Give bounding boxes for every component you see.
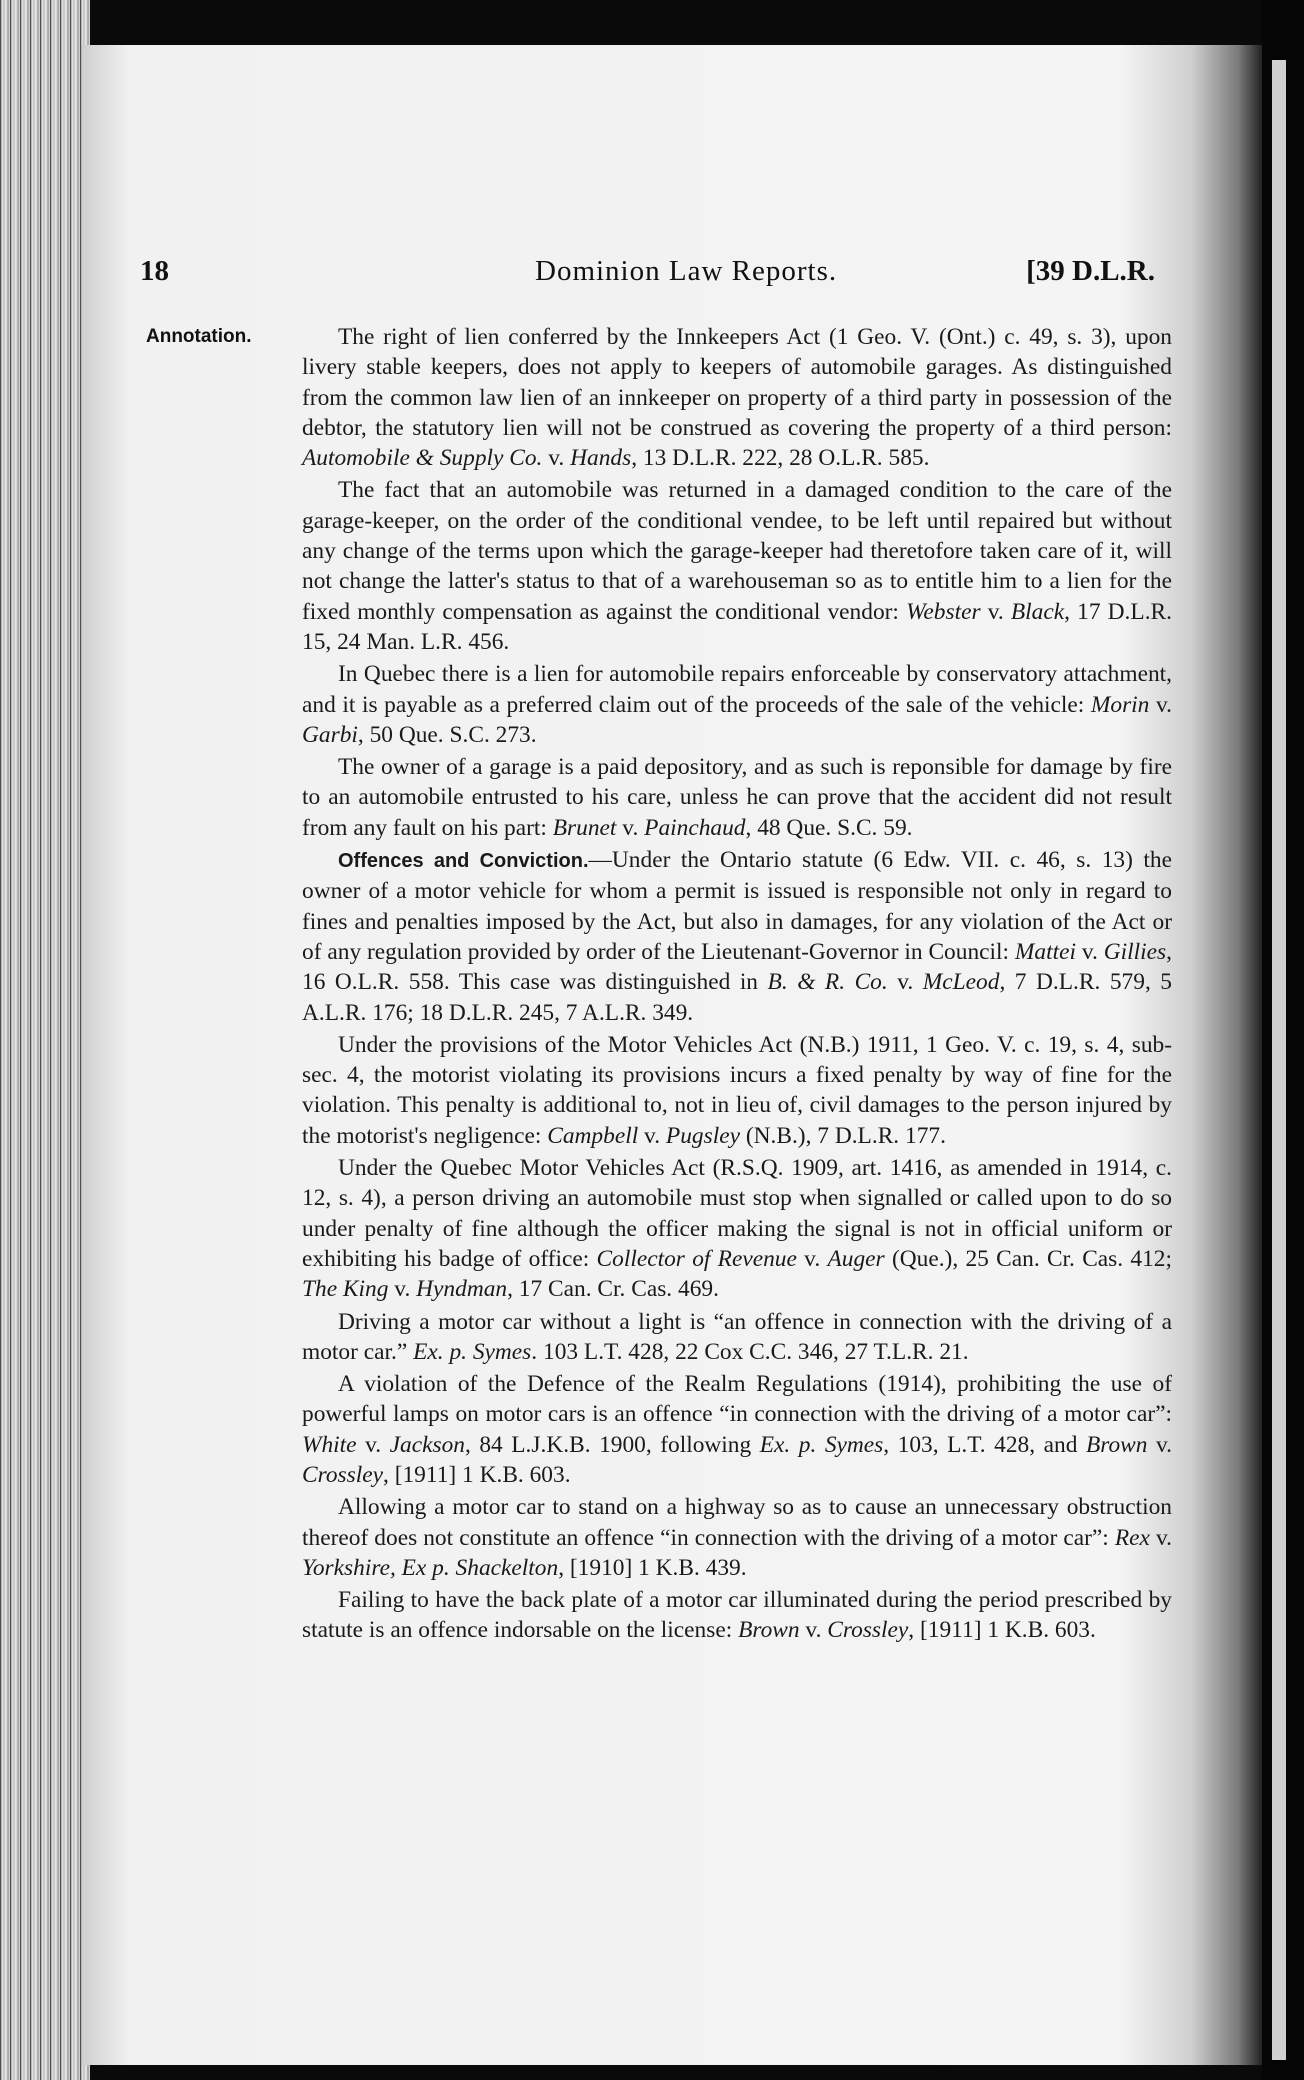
paragraph	[302, 659, 1172, 750]
text: v.	[388, 1276, 417, 1303]
paragraph	[302, 475, 1172, 657]
case-name: Gillies	[1103, 938, 1167, 965]
text: v.	[616, 814, 645, 841]
case-name: Pugsley	[665, 1122, 740, 1149]
text: v.	[796, 1245, 828, 1272]
text: v.	[1075, 938, 1104, 965]
case-name: Hyndman	[416, 1276, 508, 1303]
case-name: Ex. p. Symes	[759, 1431, 884, 1458]
text: The fact that an automobile was returned in a damaged condition to the care of the garage-keeper, on the order of the conditional vendee, to be left until repaired but without any change of the terms upon which the garage-keeper had theretofore taken care of it, will not change the latter's status to that of a warehouseman so as to entitle him to a lien for the fixed monthly compensation as against the conditional vendor:	[302, 477, 1172, 625]
citation: , 103, L.T. 428, and	[883, 1431, 1078, 1458]
text: v.	[980, 598, 1011, 625]
text: The right of lien conferred by the Innkeepers Act (1 Geo. V. (Ont.) c. 49, s. 3), upon livery stable keepers, does not apply to keepers of automobile garages. As distinguished from the common law lien of an innkeeper on property of a third party in possession of the debtor, the statutory lien will not be construed as covering the property of a third person:	[302, 324, 1172, 441]
case-name: Morin	[1090, 691, 1150, 718]
case-name: Jackson	[389, 1431, 465, 1458]
citation: , 50 Que. S.C. 273.	[357, 721, 537, 748]
text: A violation of the Defence of the Realm Regulations (1914), prohibiting the use of powerful lamps on motor cars is an offence “in connection with the driving of a motor car”:	[302, 1371, 1172, 1428]
paragraph	[302, 1307, 1172, 1368]
case-name: Rex	[1114, 1524, 1150, 1551]
case-name: Painchaud	[644, 814, 746, 841]
text: The owner of a garage is a paid depository, and as such is reponsible for damage by fire to an automobile entrusted to his care, unless he can prove that the accident did not result from any fault on his part:	[302, 754, 1172, 841]
case-name: B. & R. Co.	[767, 969, 888, 996]
section-heading: Offences and Conviction.	[338, 850, 589, 873]
citation: , [1911] 1 K.B. 603.	[383, 1461, 571, 1488]
case-name: Collector of Revenue	[596, 1245, 797, 1272]
paragraph	[302, 1492, 1172, 1583]
citation: (Que.), 25 Can. Cr. Cas. 412;	[884, 1245, 1172, 1272]
case-name: McLeod	[922, 969, 1000, 996]
text: v.	[1147, 1431, 1172, 1458]
case-name: Campbell	[547, 1122, 639, 1149]
text: In Quebec there is a lien for automobile repairs enforceable by conservatory attachment, and it is payable as a preferred claim out of the proceeds of the sale of the vehicle:	[302, 661, 1172, 718]
text: v.	[542, 445, 571, 472]
text: Driving a motor car without a light is “an offence in connection with the driving of a motor car.”	[302, 1308, 1172, 1365]
citation: , 7 D.L.R. 579, 5 A.L.R. 176; 18 D.L.R. 245, 7 A.L.R. 349.	[302, 969, 1173, 1026]
citation: , 84 L.J.K.B. 1900, following	[464, 1431, 752, 1458]
text: v.	[799, 1617, 828, 1644]
paragraph	[302, 1585, 1172, 1646]
book-page-edge-right	[1272, 60, 1286, 2060]
case-name: Brown	[1085, 1431, 1148, 1458]
text: Allowing a motor car to stand on a highway so as to cause an unnecessary obstruction thereof does not constitute an offence “in connection with the driving of a motor car”:	[302, 1494, 1172, 1551]
text: v.	[638, 1122, 666, 1149]
case-name: Hands	[570, 445, 632, 472]
page-number: 18	[140, 255, 169, 287]
case-name: Yorkshire, Ex p. Shackelton	[302, 1554, 559, 1581]
paragraph	[302, 1030, 1172, 1151]
text: Under the provisions of the Motor Vehicles Act (N.B.) 1911, 1 Geo. V. c. 19, s. 4, sub-sec. 4, the motorist violating its provisions incurs a fixed penalty by way of fine for the violation. This penalty is additional to, not in lieu of, civil damages to the person injured by the motorist's negligence:	[302, 1031, 1172, 1149]
case-name: Brunet	[552, 814, 617, 841]
page-header	[140, 255, 1155, 295]
citation: , 17 D.L.R. 15, 24 Man. L.R. 456.	[302, 598, 1172, 655]
paragraph	[302, 1153, 1172, 1304]
text: v.	[1149, 1524, 1172, 1551]
case-name: Crossley	[827, 1617, 909, 1644]
case-name: Auger	[827, 1245, 885, 1272]
running-title: Dominion Law Reports.	[535, 255, 838, 287]
case-name: The King	[302, 1276, 389, 1303]
paragraph	[302, 845, 1172, 1028]
text: Under the Quebec Motor Vehicles Act (R.S.Q. 1909, art. 1416, as amended in 1914, c. 12, s. 4), a person driving an automobile must stop when signalled or called upon to do so under penalty of fine although the officer making the signal is not in official uniform or exhibiting his badge of office:	[302, 1155, 1172, 1272]
case-name: Garbi	[302, 721, 358, 748]
paragraph	[302, 752, 1172, 843]
paragraph	[302, 1369, 1172, 1490]
margin-label: Annotation.	[146, 326, 252, 347]
case-name: Crossley	[302, 1461, 383, 1488]
case-name: Automobile & Supply Co.	[302, 445, 543, 472]
citation: , [1910] 1 K.B. 439.	[558, 1554, 747, 1581]
text: v.	[1149, 691, 1172, 718]
case-name: Brown	[738, 1617, 800, 1644]
text: Failing to have the back plate of a motor car illuminated during the period prescribed by statute is an offence indorsable on the license:	[302, 1587, 1172, 1644]
citation: , 13 D.L.R. 222, 28 O.L.R. 585.	[631, 445, 930, 472]
paragraph	[302, 322, 1172, 473]
citation: , [1911] 1 K.B. 603.	[908, 1617, 1096, 1644]
text: v.	[887, 969, 923, 996]
citation: , 17 Can. Cr. Cas. 469.	[507, 1276, 719, 1303]
citation: (N.B.), 7 D.L.R. 177.	[739, 1122, 946, 1149]
case-name: Black	[1010, 598, 1065, 625]
book-page-edges	[0, 0, 90, 2080]
text: —Under the Ontario statute (6 Edw. VII. c. 46, s. 13) the owner of a motor vehicle for whom a permit is issued is responsible not only in regard to fines and penalties imposed by the Act, but also in damages, for any violation of the Act or of any regulation provided by order of the Lieutenant-Governor in Council:	[302, 847, 1172, 965]
text: v.	[356, 1431, 390, 1458]
citation: . 103 L.T. 428, 22 Cox C.C. 346, 27 T.L.R. 21.	[531, 1338, 969, 1365]
case-name: Webster	[906, 598, 981, 625]
citation: , 16 O.L.R. 558. This case was distinguished in	[302, 938, 1172, 996]
volume-reference: [39 D.L.R.	[1026, 255, 1155, 287]
case-name: White	[302, 1431, 357, 1458]
annotation-body	[302, 322, 1172, 1648]
case-name: Ex. p. Symes	[413, 1338, 532, 1365]
case-name: Mattei	[1014, 938, 1076, 965]
citation: , 48 Que. S.C. 59.	[745, 814, 913, 841]
